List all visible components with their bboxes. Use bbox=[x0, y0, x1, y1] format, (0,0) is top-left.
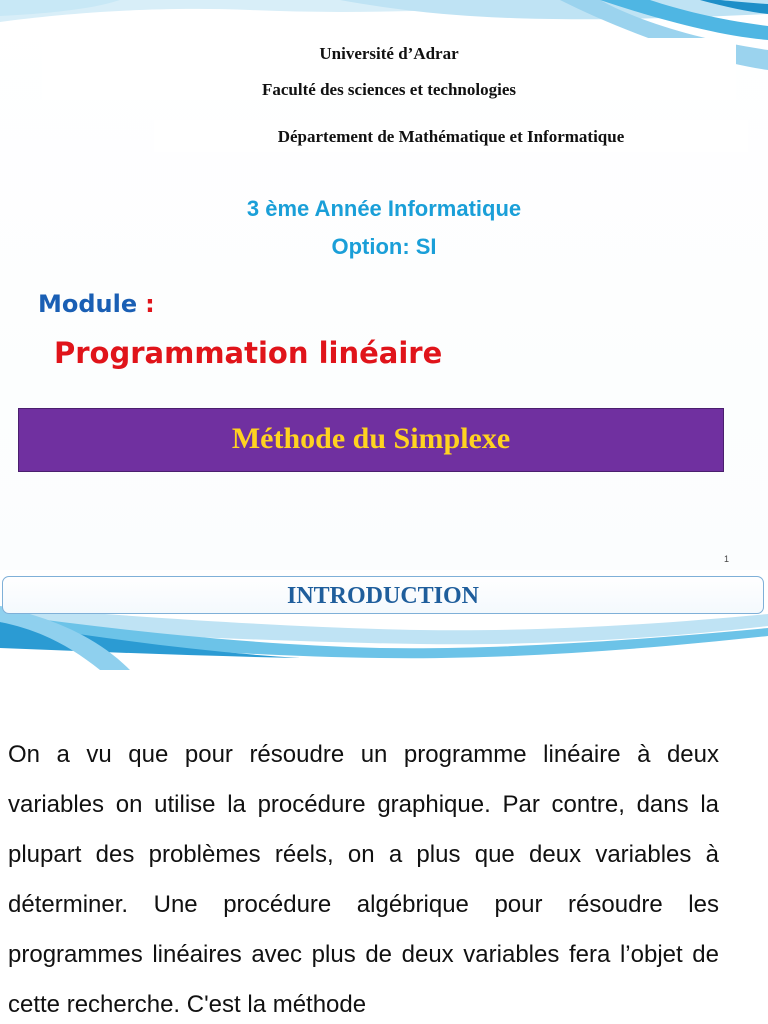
title-banner bbox=[18, 408, 724, 472]
option-label: Option: SI bbox=[331, 234, 437, 259]
department-box bbox=[154, 120, 748, 152]
module-label-text: Module bbox=[38, 290, 138, 318]
department-name: Département de Mathématique et Informatique bbox=[277, 127, 625, 146]
header-institution-box bbox=[42, 38, 736, 100]
introduction-paragraph: On a vu que pour résoudre un programme linéaire à deux variables on utilise la procédure graphique. Par contre, dans la plupart des problèmes réels, on a plus que deux variables à déterminer. Une procédure algébrique pour résoudre les programmes linéaires avec plus de deux variables fera l’objet de cette recherche. C'est la méthode bbox=[8, 741, 719, 1018]
introduction-heading-box bbox=[2, 576, 764, 614]
introduction-heading: INTRODUCTION bbox=[286, 583, 480, 609]
banner-title: Méthode du Simplexe bbox=[231, 422, 511, 455]
introduction-slide bbox=[0, 570, 768, 1024]
university-name: Université d’Adrar bbox=[319, 44, 459, 63]
module-title: Programmation linéaire bbox=[54, 336, 443, 370]
page-number: 1 bbox=[724, 554, 730, 564]
module-colon: : bbox=[145, 290, 155, 318]
module-label bbox=[38, 290, 155, 318]
year-label: 3 ème Année Informatique bbox=[246, 196, 522, 221]
faculty-name: Faculté des sciences et technologies bbox=[262, 80, 516, 99]
